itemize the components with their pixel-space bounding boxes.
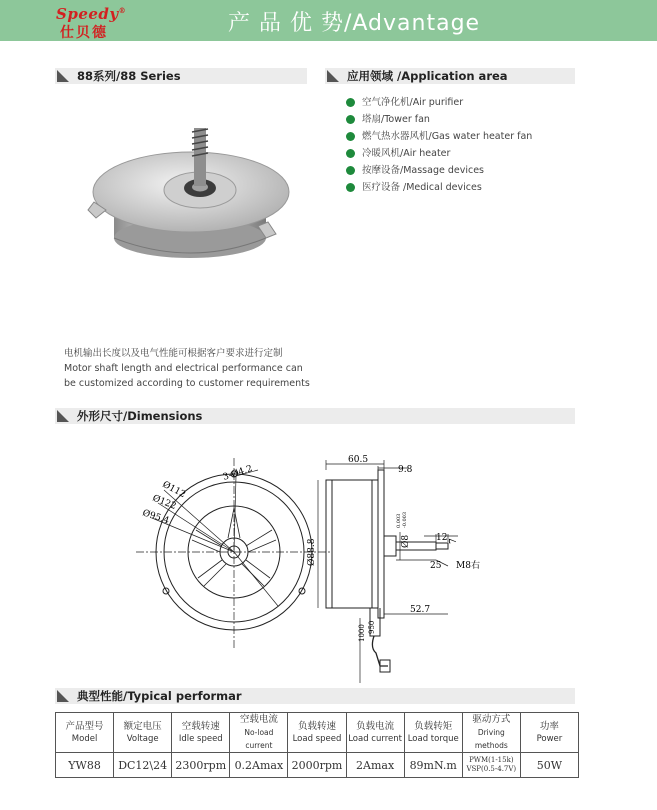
performance-table	[55, 712, 579, 778]
section-performance-label: 典型性能/Typical performar	[77, 689, 242, 703]
cell-driving-methods: PWM(1-15k) VSP(0.5-4.7V)	[462, 753, 520, 778]
dim-w12: 12	[436, 533, 448, 543]
section-application-label: 应用领域 /Application area	[347, 69, 508, 83]
bullet-icon	[346, 115, 355, 124]
dimension-drawing	[118, 448, 598, 683]
section-series-label: 88系列/88 Series	[77, 69, 181, 83]
dim-l1000: 1000	[358, 624, 366, 642]
table-header-row	[56, 713, 579, 753]
cell-noload-current: 0.2Amax	[230, 753, 288, 778]
header-voltage: 额定电压 Voltage	[114, 713, 172, 753]
section-series	[55, 68, 307, 84]
customization-note	[64, 346, 310, 391]
brand-name: Speedy®	[56, 5, 127, 23]
dim-tol-up: 0.003	[396, 513, 402, 528]
cell-voltage: DC12\24	[114, 753, 172, 778]
brand-logo	[56, 5, 136, 39]
header-power: 功率 Power	[520, 713, 578, 753]
section-performance	[55, 688, 575, 704]
dim-w7: 7	[449, 538, 459, 544]
dim-w98: 9.8	[398, 465, 413, 475]
header-load-speed: 负载转速 Load speed	[288, 713, 346, 753]
table-row	[56, 753, 579, 778]
dim-d122: Ø122	[150, 493, 178, 512]
dim-d954: Ø95.4	[141, 508, 171, 527]
cell-load-torque: 89mN.m	[404, 753, 462, 778]
page-title: 产 品 优 势/Advantage	[228, 11, 481, 36]
header-model: 产品型号 Model	[56, 713, 114, 753]
dim-tol-dn: -0.003	[402, 511, 408, 528]
note-line-cn: 电机输出长度以及电气性能可根据客户要求进行定制	[64, 348, 283, 359]
dim-w25: 25	[430, 561, 442, 571]
section-dimensions-label: 外形尺寸/Dimensions	[77, 409, 203, 423]
cell-power: 50W	[520, 753, 578, 778]
header-load-current: 负载电流 Load current	[346, 713, 404, 753]
section-marker-icon	[57, 690, 69, 702]
section-marker-icon	[57, 70, 69, 82]
bullet-icon	[346, 98, 355, 107]
header-bar	[0, 0, 657, 41]
list-item: 按摩设备/Massage devices	[344, 162, 532, 179]
header-load-torque: 负载转矩 Load torque	[404, 713, 462, 753]
cell-model: YW88	[56, 753, 114, 778]
dim-d8: Ø8	[401, 534, 411, 548]
section-application	[325, 68, 575, 84]
list-item: 冷暖风机/Air heater	[344, 145, 532, 162]
dim-w527: 52.7	[410, 605, 431, 615]
note-line-en-2: be customized according to customer requirements	[64, 378, 310, 389]
section-dimensions	[55, 408, 575, 424]
list-item: 燃气热水器风机/Gas water heater fan	[344, 128, 532, 145]
dim-l950: 950	[368, 620, 376, 634]
list-item: 空气净化机/Air purifier	[344, 94, 532, 111]
cell-load-current: 2Amax	[346, 753, 404, 778]
motor-photo	[86, 110, 296, 270]
dim-m8: M8右	[456, 561, 480, 571]
header-noload-current: 空载电流 No-load current	[230, 713, 288, 753]
dim-hole: 3-Ø4.2	[221, 463, 254, 483]
list-item: 塔扇/Tower fan	[344, 111, 532, 128]
brand-name-cn: 仕贝德	[60, 25, 108, 41]
header-idle-speed: 空载转速 Idle speed	[172, 713, 230, 753]
cell-idle-speed: 2300rpm	[172, 753, 230, 778]
bullet-icon	[346, 166, 355, 175]
bullet-icon	[346, 132, 355, 141]
bullet-icon	[346, 183, 355, 192]
list-item: 医疗设备 /Medical devices	[344, 179, 532, 196]
dim-d888: Ø88.8	[307, 538, 317, 566]
cell-load-speed: 2000rpm	[288, 753, 346, 778]
bullet-icon	[346, 149, 355, 158]
section-marker-icon	[327, 70, 339, 82]
header-driving-methods: 驱动方式 Driving methods	[462, 713, 520, 753]
section-marker-icon	[57, 410, 69, 422]
dim-d112: Ø112	[160, 479, 187, 501]
dim-w605: 60.5	[348, 455, 369, 465]
application-list	[344, 94, 532, 196]
note-line-en-1: Motor shaft length and electrical performance can	[64, 363, 303, 374]
